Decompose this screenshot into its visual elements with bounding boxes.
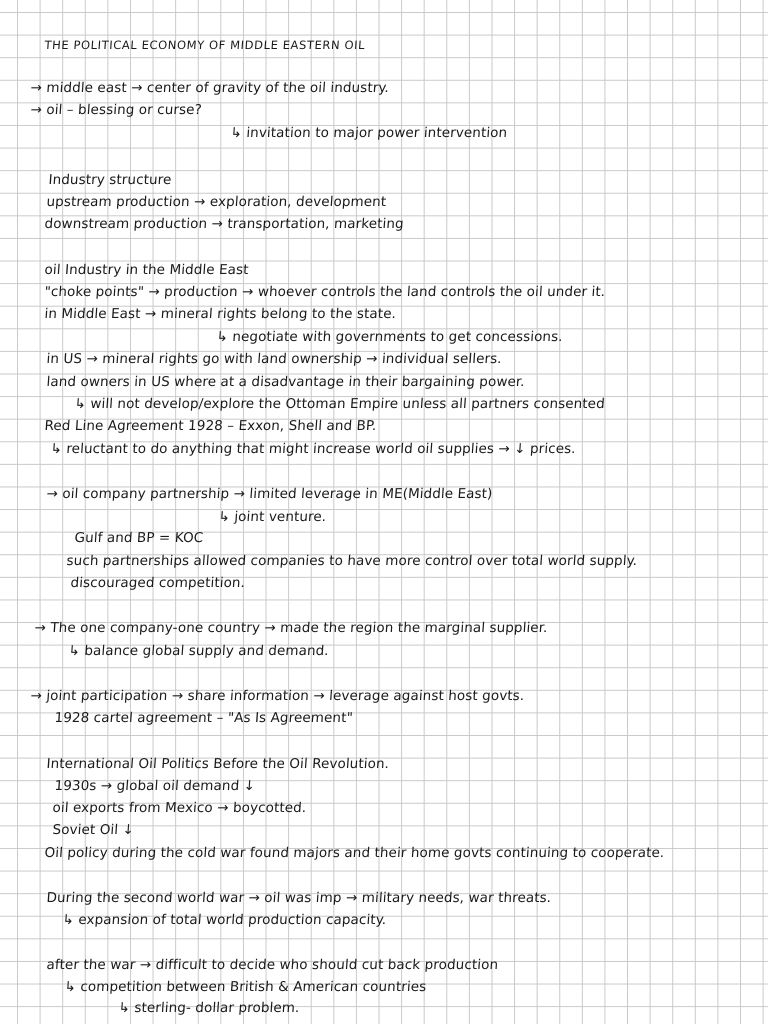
note-title: THE POLITICAL ECONOMY OF MIDDLE EASTERN OIL xyxy=(44,38,366,52)
note-line: "choke points" → production → whoever controls the land controls the oil under it. xyxy=(44,284,606,300)
note-line: Soviet Oil ↓ xyxy=(52,822,135,838)
note-line: 1928 cartel agreement – "As Is Agreement" xyxy=(54,710,354,726)
note-line: ↳ sterling- dollar problem. xyxy=(118,1000,300,1016)
note-line: During the second world war → oil was imp → military needs, war threats. xyxy=(46,890,552,906)
note-line: after the war → difficult to decide who should cut back production xyxy=(46,957,499,973)
note-line: such partnerships allowed companies to have more control over total world supply. xyxy=(66,553,638,569)
note-line: Gulf and BP = KOC xyxy=(74,530,204,546)
note-line: → middle east → center of gravity of the oil industry. xyxy=(30,80,390,96)
note-line: upstream production → exploration, development xyxy=(46,194,387,210)
note-line: in Middle East → mineral rights belong to the state. xyxy=(44,306,397,322)
note-line: Oil policy during the cold war found majors and their home govts continuing to cooperate. xyxy=(44,845,665,861)
note-line: ↳ invitation to major power intervention xyxy=(230,125,508,141)
note-line: ↳ will not develop/explore the Ottoman Empire unless all partners consented xyxy=(74,396,606,412)
note-line: Red Line Agreement 1928 – Exxon, Shell and BP. xyxy=(44,418,378,434)
note-line: land owners in US where at a disadvantage in their bargaining power. xyxy=(46,374,526,390)
note-line: ↳ balance global supply and demand. xyxy=(68,643,330,659)
note-line: oil exports from Mexico → boycotted. xyxy=(52,800,307,816)
note-line: ↳ expansion of total world production capacity. xyxy=(62,912,387,928)
note-heading: Industry structure xyxy=(48,172,173,188)
note-line: ↳ competition between British & American countries xyxy=(64,979,427,995)
note-line: 1930s → global oil demand ↓ xyxy=(54,778,256,794)
note-heading: International Oil Politics Before the Oil Revolution. xyxy=(46,756,390,772)
note-line: in US → mineral rights go with land ownership → individual sellers. xyxy=(46,351,503,367)
note-line: ↳ reluctant to do anything that might increase world oil supplies → ↓ prices. xyxy=(50,441,577,457)
note-line: → joint participation → share information → leverage against host govts. xyxy=(30,688,525,704)
note-line: → The one company-one country → made the region the marginal supplier. xyxy=(34,620,549,636)
note-line: discouraged competition. xyxy=(70,575,246,591)
note-line: → oil company partnership → limited leverage in ME(Middle East) xyxy=(46,486,494,502)
note-line: ↳ joint venture. xyxy=(218,509,327,525)
note-heading: oil Industry in the Middle East xyxy=(44,262,250,278)
note-line: → oil – blessing or curse? xyxy=(30,102,203,118)
note-line: downstream production → transportation, marketing xyxy=(44,216,405,232)
note-line: ↳ negotiate with governments to get concessions. xyxy=(216,329,564,345)
